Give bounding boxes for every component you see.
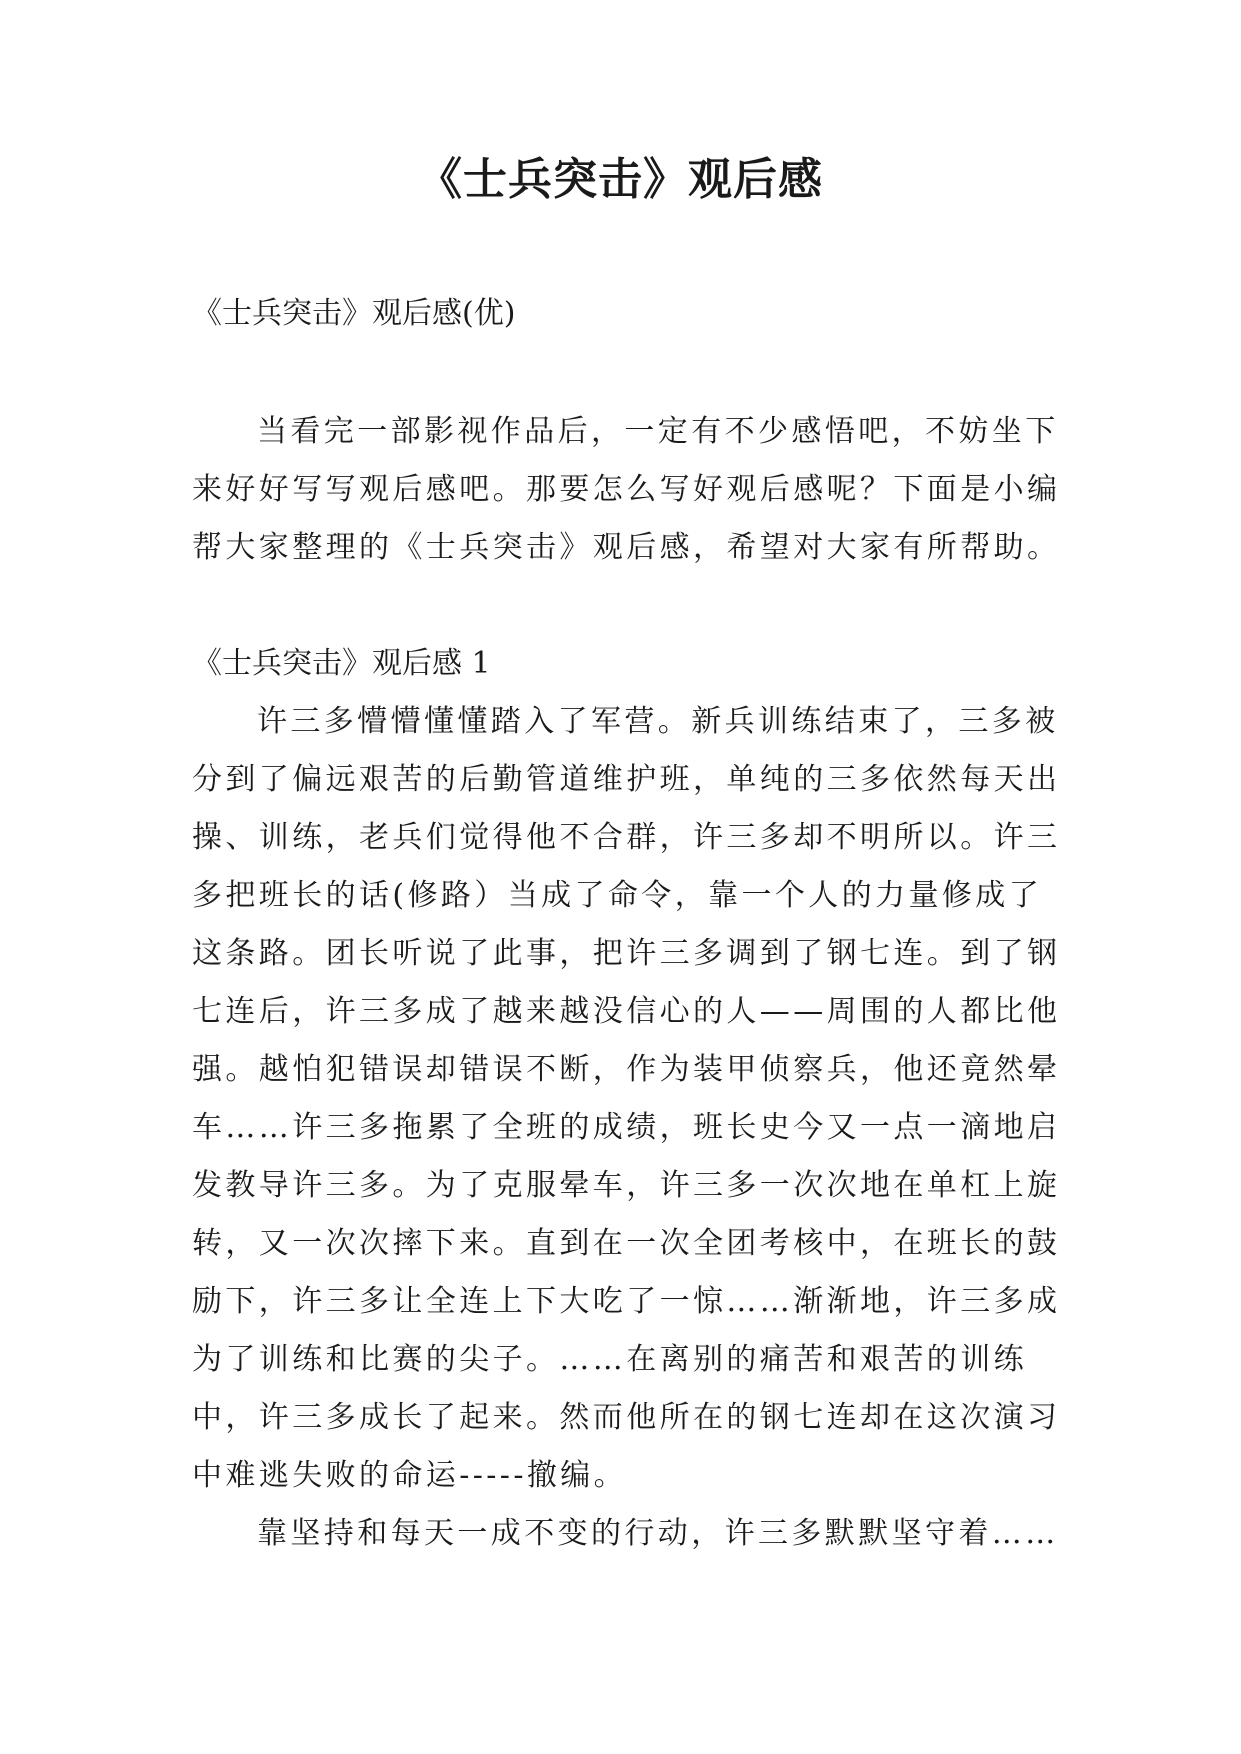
body-line-8: 车……许三多拖累了全班的成绩，班长史今又一点一滴地启 bbox=[192, 1110, 1061, 1145]
body-line-6: 七连后，许三多成了越来越没信心的人——周围的人都比他 bbox=[192, 994, 1061, 1029]
body-line-14: 中难逃失败的命运-----撤编。 bbox=[192, 1458, 628, 1493]
intro-line-2: 来好好写写观后感吧。那要怎么写好观后感呢？下面是小编 bbox=[192, 472, 1061, 507]
intro-line-1: 当看完一部影视作品后，一定有不少感悟吧，不妨坐下 bbox=[257, 414, 1059, 449]
body-line-12: 为了训练和比赛的尖子。……在离别的痛苦和艰苦的训练 bbox=[192, 1342, 1027, 1377]
body-line-7: 强。越怕犯错误却错误不断，作为装甲侦察兵，他还竟然晕 bbox=[192, 1052, 1061, 1087]
body-line-13: 中，许三多成长了起来。然而他所在的钢七连却在这次演习 bbox=[192, 1400, 1061, 1435]
body-line-5: 这条路。团长听说了此事，把许三多调到了钢七连。到了钢 bbox=[192, 936, 1061, 971]
body-line-1: 许三多懵懵懂懂踏入了军营。新兵训练结束了，三多被 bbox=[257, 704, 1059, 739]
body-line-4: 多把班长的话(修路）当成了命令，靠一个人的力量修成了 bbox=[192, 878, 1043, 913]
body-line-11: 励下，许三多让全连上下大吃了一惊……渐渐地，许三多成 bbox=[192, 1284, 1061, 1319]
body-last-line: 靠坚持和每天一成不变的行动，许三多默默坚守着…… bbox=[257, 1516, 1059, 1551]
intro-line-3: 帮大家整理的《士兵突击》观后感，希望对大家有所帮助。 bbox=[192, 530, 1061, 565]
body-line-3: 操、训练，老兵们觉得他不合群，许三多却不明所以。许三 bbox=[192, 820, 1061, 855]
body-line-10: 转，又一次次摔下来。直到在一次全团考核中，在班长的鼓 bbox=[192, 1226, 1061, 1261]
section-heading: 《士兵突击》观后感 1 bbox=[192, 646, 491, 681]
document-subtitle: 《士兵突击》观后感(优) bbox=[192, 296, 516, 331]
body-line-9: 发教导许三多。为了克服晕车，许三多一次次地在单杠上旋 bbox=[192, 1168, 1061, 1203]
body-line-2: 分到了偏远艰苦的后勤管道维护班，单纯的三多依然每天出 bbox=[192, 762, 1061, 797]
document-title: 《士兵突击》观后感 bbox=[418, 154, 823, 205]
